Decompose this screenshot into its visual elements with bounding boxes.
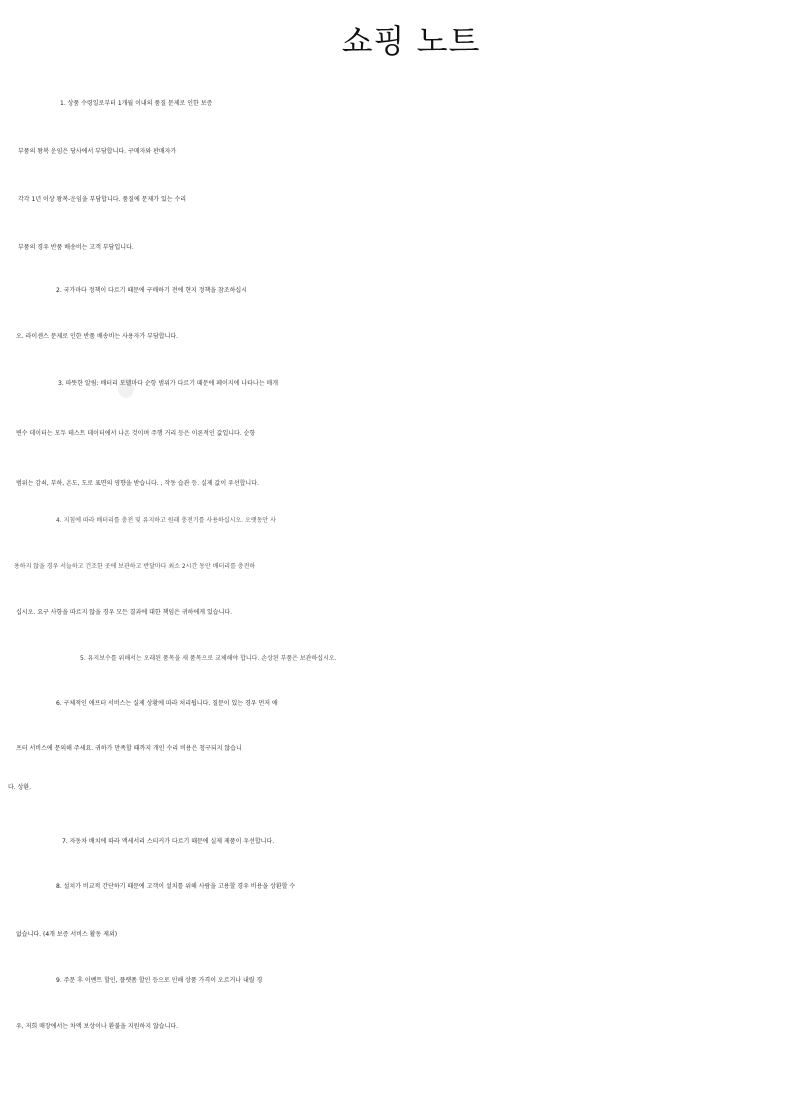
paragraph-line: 우, 저희 매장에서는 차액 보상이나 환불을 지원하지 않습니다. <box>16 1023 179 1030</box>
paragraph-line: 4. 지침에 따라 배터리를 충전 및 유지하고 원래 충전기를 사용하십시오. 오랫동안 사 <box>56 517 276 524</box>
paragraph-line: 프터 서비스에 문의해 주세요. 귀하가 만족할 때까지 개인 수리 비용은 청구되지 않습니 <box>16 745 242 752</box>
note-paragraph-1 <box>0 84 790 276</box>
note-paragraph-5 <box>0 650 790 668</box>
paragraph-line: 부품의 경우 반품 배송비는 고객 부담입니다. <box>18 244 134 251</box>
note-paragraph-8 <box>0 872 790 968</box>
note-paragraph-7 <box>0 826 790 858</box>
paragraph-line: 각각 1년 이상 왕복-운임을 부담합니다. 품질에 문제가 있는 수리 <box>18 196 187 203</box>
paragraph-line: 십시오. 요구 사항을 따르지 않을 경우 모든 결과에 대한 책임은 귀하에게 있습니다. <box>16 609 233 616</box>
paragraph-line: 6. 구체적인 애프터 서비스는 실제 상황에 따라 처리됩니다. 질문이 있는 경우 먼저 애 <box>56 700 278 707</box>
note-paragraph-6 <box>0 688 790 804</box>
paragraph-line: 오. 라이센스 문제로 인한 반품 배송비는 사용자가 부담합니다. <box>16 333 179 340</box>
paragraph-line: 변수 데이터는 모두 테스트 데이터에서 나온 것이며 주행 거리 등은 이론적인 값입니다. 순항 <box>16 430 256 437</box>
paragraph-line: 범위는 감쇠, 부하, 온도, 도로 표면의 영향을 받습니다. , 작동 습관 등. 실제 값이 우선합니다. <box>16 480 259 487</box>
note-paragraph-3 <box>0 370 790 520</box>
paragraph-line: 부품의 왕복 운임은 당사에서 부담합니다. 구매자와 판매자가 <box>18 148 177 155</box>
paragraph-line: 없습니다. (4개 보증 서비스 활동 제외) <box>16 931 118 938</box>
paragraph-line: 8. 설치가 비교적 간단하기 때문에 고객이 설치를 위해 사람을 고용할 경우 비용을 상환할 수 <box>56 883 296 890</box>
paragraph-line: 1. 상품 수령일로부터 1개월 이내의 품질 문제로 인한 보증 <box>60 100 213 107</box>
paragraph-line: 다. 상환. <box>8 784 32 791</box>
note-paragraph-2 <box>0 274 790 366</box>
page-title: 쇼핑 노트 <box>341 22 481 60</box>
paragraph-line: 2. 국가마다 정책이 다르기 때문에 구매하기 전에 현지 정책을 참조하십시 <box>56 287 247 294</box>
paragraph-line: 5. 유지보수를 위해서는 오래된 품목을 새 품목으로 교체해야 합니다. 손상된 부품은 보관하십시오. <box>80 655 337 662</box>
paragraph-line: 7. 자동차 배치에 따라 액세서리 스티커가 다르기 때문에 실제 제품이 우선합니다. <box>62 838 275 845</box>
paragraph-line: 9. 주문 후 이벤트 할인, 플랫폼 할인 등으로 인해 상품 가격이 오르거나 내릴 경 <box>56 977 263 984</box>
note-paragraph-9 <box>0 964 790 1056</box>
paragraph-line: 용하지 않을 경우 서늘하고 건조한 곳에 보관하고 반달마다 최소 2시간 동안 배터리를 충전하 <box>14 563 256 570</box>
note-paragraph-4 <box>0 507 790 645</box>
paragraph-line: 3. 따뜻한 알림: 배터리 모델마다 순항 범위가 다르기 때문에 페이지에 나타나는 매개 <box>58 380 278 387</box>
